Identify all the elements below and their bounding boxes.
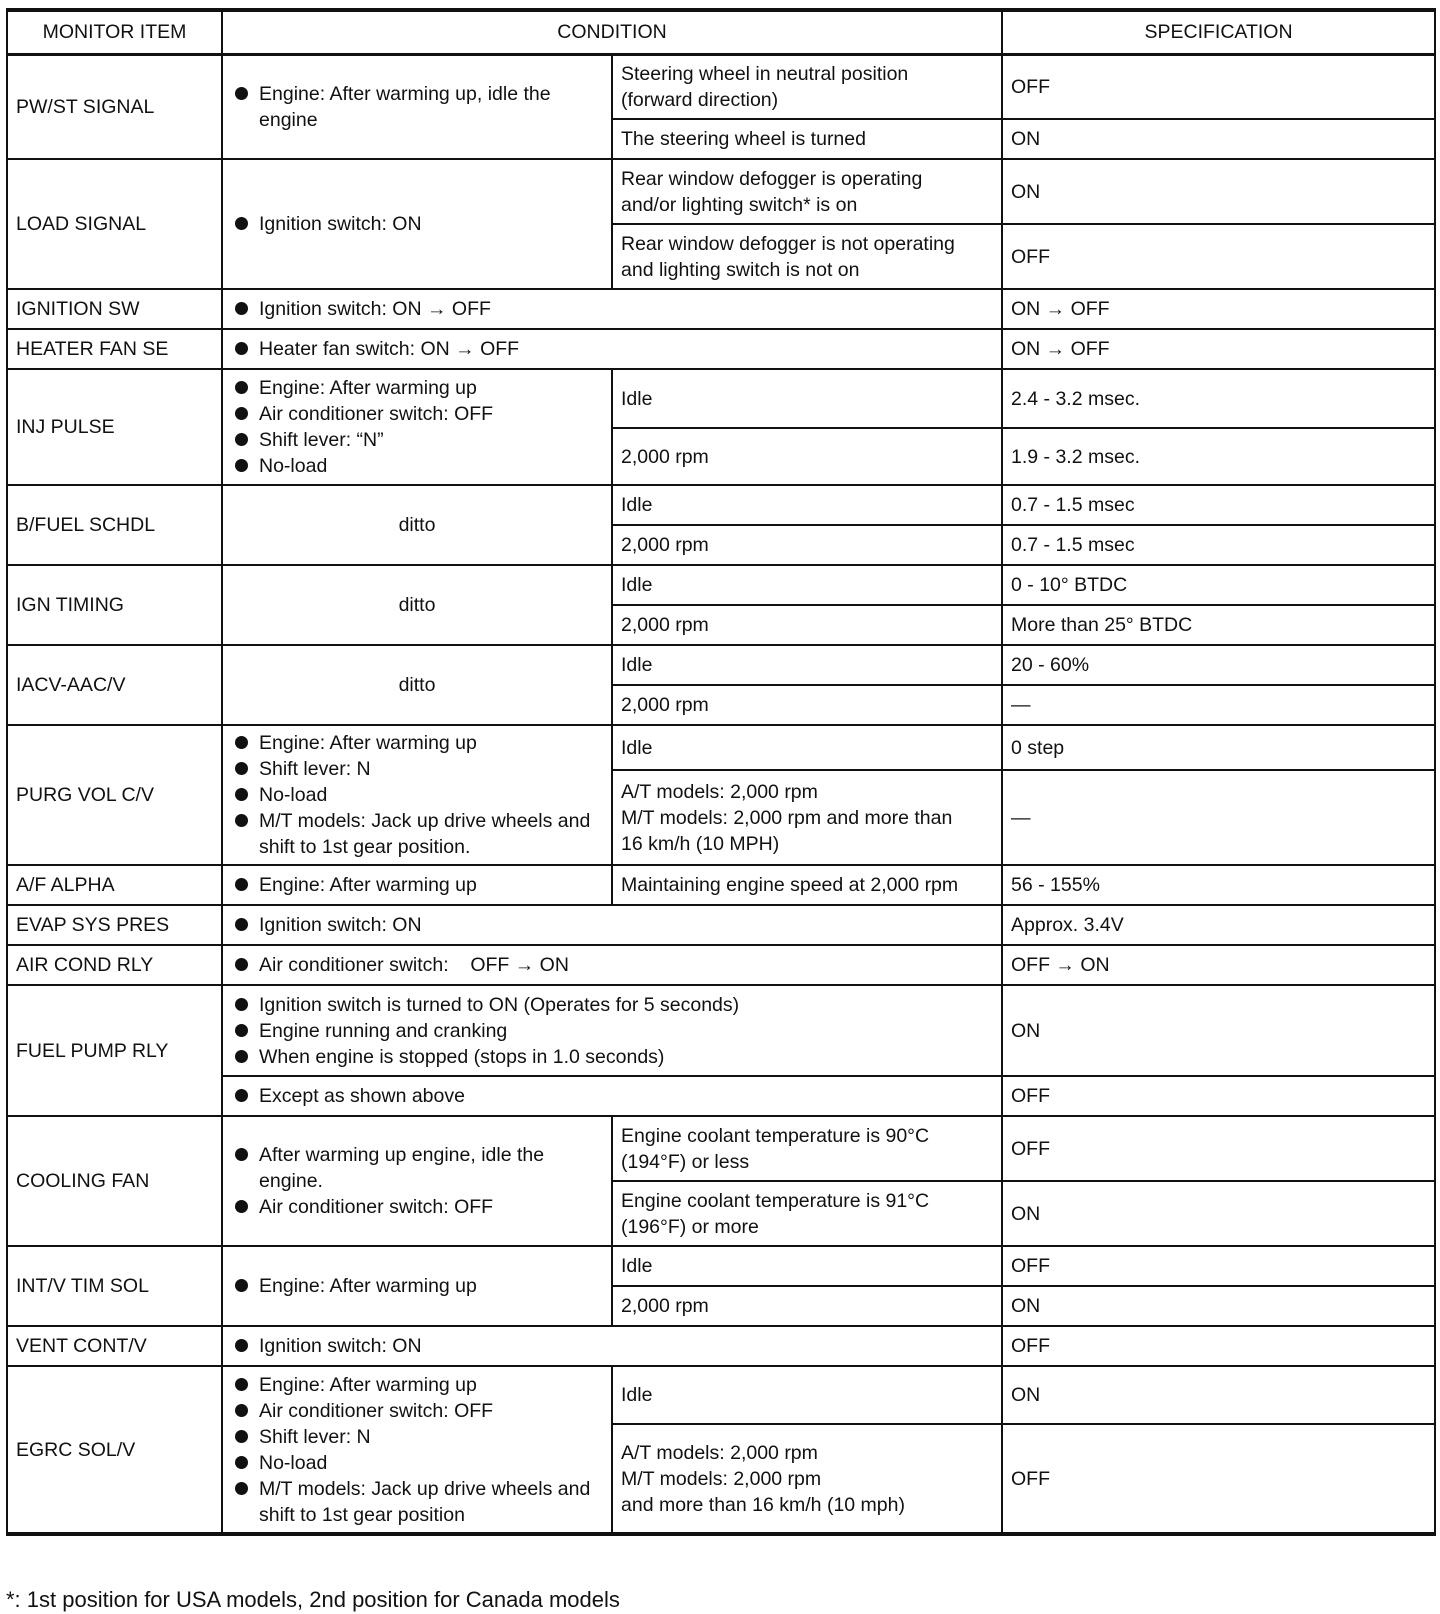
spec-value: OFF xyxy=(1002,54,1435,119)
sub-condition xyxy=(612,1116,1002,1181)
list-item: Ignition switch: ON xyxy=(231,1333,993,1359)
text-line: and/or lighting switch* is on xyxy=(621,193,858,216)
list-item: M/T models: Jack up drive wheels and shift to 1st gear position xyxy=(231,1476,603,1528)
spec-value: 1.9 - 3.2 msec. xyxy=(1002,428,1435,485)
monitor-item: FUEL PUMP RLY xyxy=(7,985,222,1116)
list-item: Ignition switch: ON xyxy=(231,912,993,938)
table-row xyxy=(7,1076,1435,1116)
text-line: (194°F) or less xyxy=(621,1150,750,1173)
table-row xyxy=(7,1366,1435,1424)
list-item: M/T models: Jack up drive wheels and shift to 1st gear position. xyxy=(231,808,603,860)
spec-value: OFF xyxy=(1002,1116,1435,1181)
list-item: When engine is stopped (stops in 1.0 seconds) xyxy=(231,1044,993,1070)
condition-cell xyxy=(222,1246,612,1326)
condition-cell xyxy=(222,289,1002,329)
text-line: and more than 16 km/h (10 mph) xyxy=(621,1493,905,1516)
list-item: Heater fan switch: ON → OFF xyxy=(231,336,993,362)
list-item: Engine: After warming up xyxy=(231,1372,603,1398)
list-item: Shift lever: “N” xyxy=(231,427,603,453)
list-item: Shift lever: N xyxy=(231,1424,603,1450)
sub-condition: Idle xyxy=(612,369,1002,428)
spec-value: OFF xyxy=(1002,1076,1435,1116)
spec-value: OFF xyxy=(1002,224,1435,289)
table-row xyxy=(7,725,1435,770)
condition-cell xyxy=(222,1366,612,1534)
table-row xyxy=(7,1326,1435,1366)
condition-cell xyxy=(222,329,1002,369)
spec-value: 0.7 - 1.5 msec xyxy=(1002,525,1435,565)
monitor-item: IGN TIMING xyxy=(7,565,222,645)
condition-cell xyxy=(222,725,612,865)
condition-cell xyxy=(222,54,612,159)
table-row xyxy=(7,865,1435,905)
list-item: Engine: After warming up xyxy=(231,872,603,898)
spec-value: ON xyxy=(1002,1366,1435,1424)
list-item: No-load xyxy=(231,782,603,808)
spec-value: ON xyxy=(1002,1286,1435,1326)
table-row xyxy=(7,54,1435,119)
table-row xyxy=(7,1116,1435,1181)
monitor-item: VENT CONT/V xyxy=(7,1326,222,1366)
text-line: A/T models: 2,000 rpm xyxy=(621,1441,818,1464)
spec-value: — xyxy=(1002,770,1435,865)
spec-value: More than 25° BTDC xyxy=(1002,605,1435,645)
condition-cell xyxy=(222,1076,1002,1116)
sub-condition: Idle xyxy=(612,725,1002,770)
condition-cell xyxy=(222,865,612,905)
condition-cell xyxy=(222,369,612,485)
monitor-item: IGNITION SW xyxy=(7,289,222,329)
spec-value: ON xyxy=(1002,1181,1435,1246)
sub-condition: Idle xyxy=(612,565,1002,605)
sub-condition: Idle xyxy=(612,645,1002,685)
header-condition: CONDITION xyxy=(222,10,1002,54)
condition-cell xyxy=(222,159,612,289)
sub-condition xyxy=(612,770,1002,865)
monitor-item: IACV-AAC/V xyxy=(7,645,222,725)
spec-value: ON → OFF xyxy=(1002,329,1435,369)
condition-cell xyxy=(222,1116,612,1246)
table-row xyxy=(7,329,1435,369)
list-item: Ignition switch is turned to ON (Operates for 5 seconds) xyxy=(231,992,993,1018)
text-line: (forward direction) xyxy=(621,88,779,111)
spec-value: ON xyxy=(1002,119,1435,159)
condition-cell: ditto xyxy=(222,485,612,565)
condition-cell xyxy=(222,1326,1002,1366)
spec-value: 0 - 10° BTDC xyxy=(1002,565,1435,605)
table-row xyxy=(7,485,1435,525)
sub-condition xyxy=(612,224,1002,289)
text-line: Rear window defogger is operating xyxy=(621,167,923,190)
text-line: Engine coolant temperature is 91°C xyxy=(621,1189,930,1212)
sub-condition: Idle xyxy=(612,1366,1002,1424)
list-item: Engine: After warming up xyxy=(231,375,603,401)
spec-value: — xyxy=(1002,685,1435,725)
condition-cell xyxy=(222,985,1002,1076)
spec-value: Approx. 3.4V xyxy=(1002,905,1435,945)
condition-cell xyxy=(222,945,1002,985)
sub-condition: 2,000 rpm xyxy=(612,1286,1002,1326)
text-line: Engine coolant temperature is 90°C xyxy=(621,1124,930,1147)
spec-value: 56 - 155% xyxy=(1002,865,1435,905)
spec-value: ON xyxy=(1002,159,1435,224)
sub-condition: Idle xyxy=(612,1246,1002,1286)
monitor-item: A/F ALPHA xyxy=(7,865,222,905)
header-row xyxy=(7,10,1435,54)
sub-condition xyxy=(612,1181,1002,1246)
list-item: Shift lever: N xyxy=(231,756,603,782)
table-row xyxy=(7,645,1435,685)
monitor-item: HEATER FAN SE xyxy=(7,329,222,369)
monitor-item: EGRC SOL/V xyxy=(7,1366,222,1534)
sub-condition xyxy=(612,1424,1002,1534)
monitor-item: LOAD SIGNAL xyxy=(7,159,222,289)
spec-sheet xyxy=(6,8,1434,1536)
list-item: Air conditioner switch: OFF → ON xyxy=(231,952,993,978)
monitor-item: AIR COND RLY xyxy=(7,945,222,985)
spec-value: OFF xyxy=(1002,1326,1435,1366)
text-line: and lighting switch is not on xyxy=(621,258,860,281)
list-item: Engine: After warming up xyxy=(231,730,603,756)
monitor-item: PW/ST SIGNAL xyxy=(7,54,222,159)
sub-condition: 2,000 rpm xyxy=(612,428,1002,485)
condition-cell xyxy=(222,905,1002,945)
table-row xyxy=(7,289,1435,329)
list-item: Air conditioner switch: OFF xyxy=(231,1398,603,1424)
table-row xyxy=(7,945,1435,985)
spec-value: OFF xyxy=(1002,1424,1435,1534)
spec-value: 0 step xyxy=(1002,725,1435,770)
spec-value: 2.4 - 3.2 msec. xyxy=(1002,369,1435,428)
list-item: Ignition switch: ON → OFF xyxy=(231,296,993,322)
header-monitor-item: MONITOR ITEM xyxy=(7,10,222,54)
spec-value: ON → OFF xyxy=(1002,289,1435,329)
condition-cell: ditto xyxy=(222,645,612,725)
table-row xyxy=(7,905,1435,945)
table-row xyxy=(7,369,1435,428)
text-line: Steering wheel in neutral position xyxy=(621,62,909,85)
sub-condition: Maintaining engine speed at 2,000 rpm xyxy=(612,865,1002,905)
list-item: No-load xyxy=(231,1450,603,1476)
list-item: Except as shown above xyxy=(231,1083,993,1109)
monitor-item: EVAP SYS PRES xyxy=(7,905,222,945)
list-item: Engine: After warming up, idle the engine xyxy=(231,81,603,133)
spec-value: ON xyxy=(1002,985,1435,1076)
list-item: Engine: After warming up xyxy=(231,1273,603,1299)
monitor-item: B/FUEL SCHDL xyxy=(7,485,222,565)
list-item: Engine running and cranking xyxy=(231,1018,993,1044)
text-line: M/T models: 2,000 rpm xyxy=(621,1467,822,1490)
text-line: 16 km/h (10 MPH) xyxy=(621,832,780,855)
list-item: Air conditioner switch: OFF xyxy=(231,401,603,427)
monitor-item: INJ PULSE xyxy=(7,369,222,485)
text-line: M/T models: 2,000 rpm and more than xyxy=(621,806,953,829)
list-item: Ignition switch: ON xyxy=(231,211,603,237)
monitor-spec-table xyxy=(6,8,1436,1536)
header-specification: SPECIFICATION xyxy=(1002,10,1435,54)
list-item: Air conditioner switch: OFF xyxy=(231,1194,603,1220)
text-line: (196°F) or more xyxy=(621,1215,759,1238)
sub-condition: 2,000 rpm xyxy=(612,605,1002,645)
sub-condition xyxy=(612,54,1002,119)
text-line: A/T models: 2,000 rpm xyxy=(621,780,818,803)
condition-cell: ditto xyxy=(222,565,612,645)
sub-condition: 2,000 rpm xyxy=(612,685,1002,725)
spec-value: OFF → ON xyxy=(1002,945,1435,985)
table-row xyxy=(7,985,1435,1076)
footnote: *: 1st position for USA models, 2nd position for Canada models xyxy=(6,1587,620,1612)
table-row xyxy=(7,159,1435,224)
table-row xyxy=(7,1246,1435,1286)
monitor-item: INT/V TIM SOL xyxy=(7,1246,222,1326)
sub-condition: The steering wheel is turned xyxy=(612,119,1002,159)
text-line: Rear window defogger is not operating xyxy=(621,232,955,255)
sub-condition: 2,000 rpm xyxy=(612,525,1002,565)
table-row xyxy=(7,565,1435,605)
sub-condition: Idle xyxy=(612,485,1002,525)
list-item: No-load xyxy=(231,453,603,479)
monitor-item: PURG VOL C/V xyxy=(7,725,222,865)
list-item: After warming up engine, idle the engine. xyxy=(231,1142,603,1194)
sub-condition xyxy=(612,159,1002,224)
spec-value: OFF xyxy=(1002,1246,1435,1286)
monitor-item: COOLING FAN xyxy=(7,1116,222,1246)
spec-value: 20 - 60% xyxy=(1002,645,1435,685)
spec-value: 0.7 - 1.5 msec xyxy=(1002,485,1435,525)
